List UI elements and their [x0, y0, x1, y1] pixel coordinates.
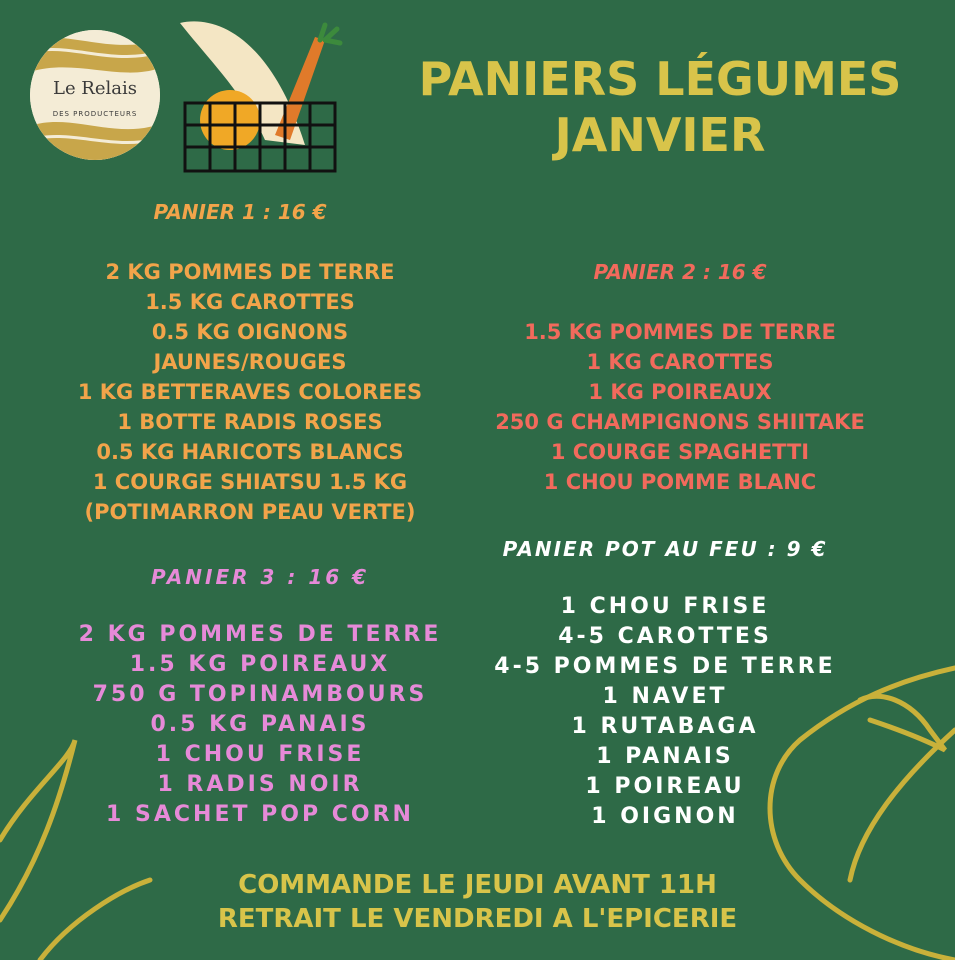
- basket-icon: [175, 15, 345, 175]
- list-item: 2 KG POMMES DE TERRE: [78, 622, 442, 647]
- page-subtitle: JANVIER: [554, 108, 766, 162]
- list-item: 4-5 POMMES DE TERRE: [494, 654, 836, 679]
- list-item: 1 CHOU POMME BLANC: [543, 470, 817, 494]
- list-item: 0.5 KG HARICOTS BLANCS: [96, 440, 404, 464]
- brand-subtitle: DES PRODUCTEURS: [52, 110, 138, 118]
- list-item: 1.5 KG POIREAUX: [129, 652, 391, 677]
- list-item: 2 KG POMMES DE TERRE: [105, 260, 395, 284]
- panier-pot-au-feu-list: [460, 592, 870, 832]
- footer-pickup-line: RETRAIT LE VENDREDI A L'EPICERIE: [217, 904, 738, 934]
- list-item: (POTIMARRON PEAU VERTE): [84, 500, 416, 524]
- panier1-heading: PANIER 1 : 16 €: [153, 200, 327, 224]
- list-item: 1 KG CAROTTES: [586, 350, 774, 374]
- list-item: 1 OIGNON: [591, 804, 739, 829]
- list-item: 1 PANAIS: [596, 744, 734, 769]
- brand-name: Le Relais: [52, 78, 137, 99]
- panier-pot-au-feu-heading: PANIER POT AU FEU : 9 €: [502, 537, 828, 561]
- list-item: 1 RADIS NOIR: [157, 772, 363, 797]
- list-item: 1 NAVET: [602, 684, 728, 709]
- list-item: 1 BOTTE RADIS ROSES: [117, 410, 383, 434]
- panier2-list: [455, 317, 905, 497]
- list-item: 1 COURGE SPAGHETTI: [550, 440, 810, 464]
- list-item: 1 KG BETTERAVES COLOREES: [77, 380, 423, 404]
- list-item: 1 KG POIREAUX: [588, 380, 772, 404]
- list-item: 1 CHOU FRISE: [560, 594, 770, 619]
- brand-logo: [30, 30, 160, 160]
- list-item: 1 COURGE SHIATSU 1.5 KG: [92, 470, 408, 494]
- footer-order-line: COMMANDE LE JEUDI AVANT 11H: [238, 870, 717, 900]
- list-item: 1 RUTABAGA: [571, 714, 759, 739]
- panier3-heading: PANIER 3 : 16 €: [150, 565, 370, 589]
- list-item: JAUNES/ROUGES: [153, 350, 347, 374]
- list-item: 250 G CHAMPIGNONS SHIITAKE: [495, 410, 865, 434]
- page-title: PANIERS LÉGUMES: [418, 52, 902, 106]
- panier2-heading: PANIER 2 : 16 €: [593, 260, 767, 284]
- list-item: 1.5 KG POMMES DE TERRE: [524, 320, 836, 344]
- list-item: 750 G TOPINAMBOURS: [92, 682, 428, 707]
- list-item: 1 POIREAU: [585, 774, 745, 799]
- list-item: 4-5 CAROTTES: [558, 624, 772, 649]
- panier1-list: [30, 257, 470, 527]
- list-item: 1 SACHET POP CORN: [106, 802, 414, 827]
- panier3-list: [40, 620, 480, 830]
- list-item: 1 CHOU FRISE: [155, 742, 365, 767]
- list-item: 1.5 KG CAROTTES: [145, 290, 355, 314]
- list-item: 0.5 KG OIGNONS: [151, 320, 349, 344]
- list-item: 0.5 KG PANAIS: [150, 712, 370, 737]
